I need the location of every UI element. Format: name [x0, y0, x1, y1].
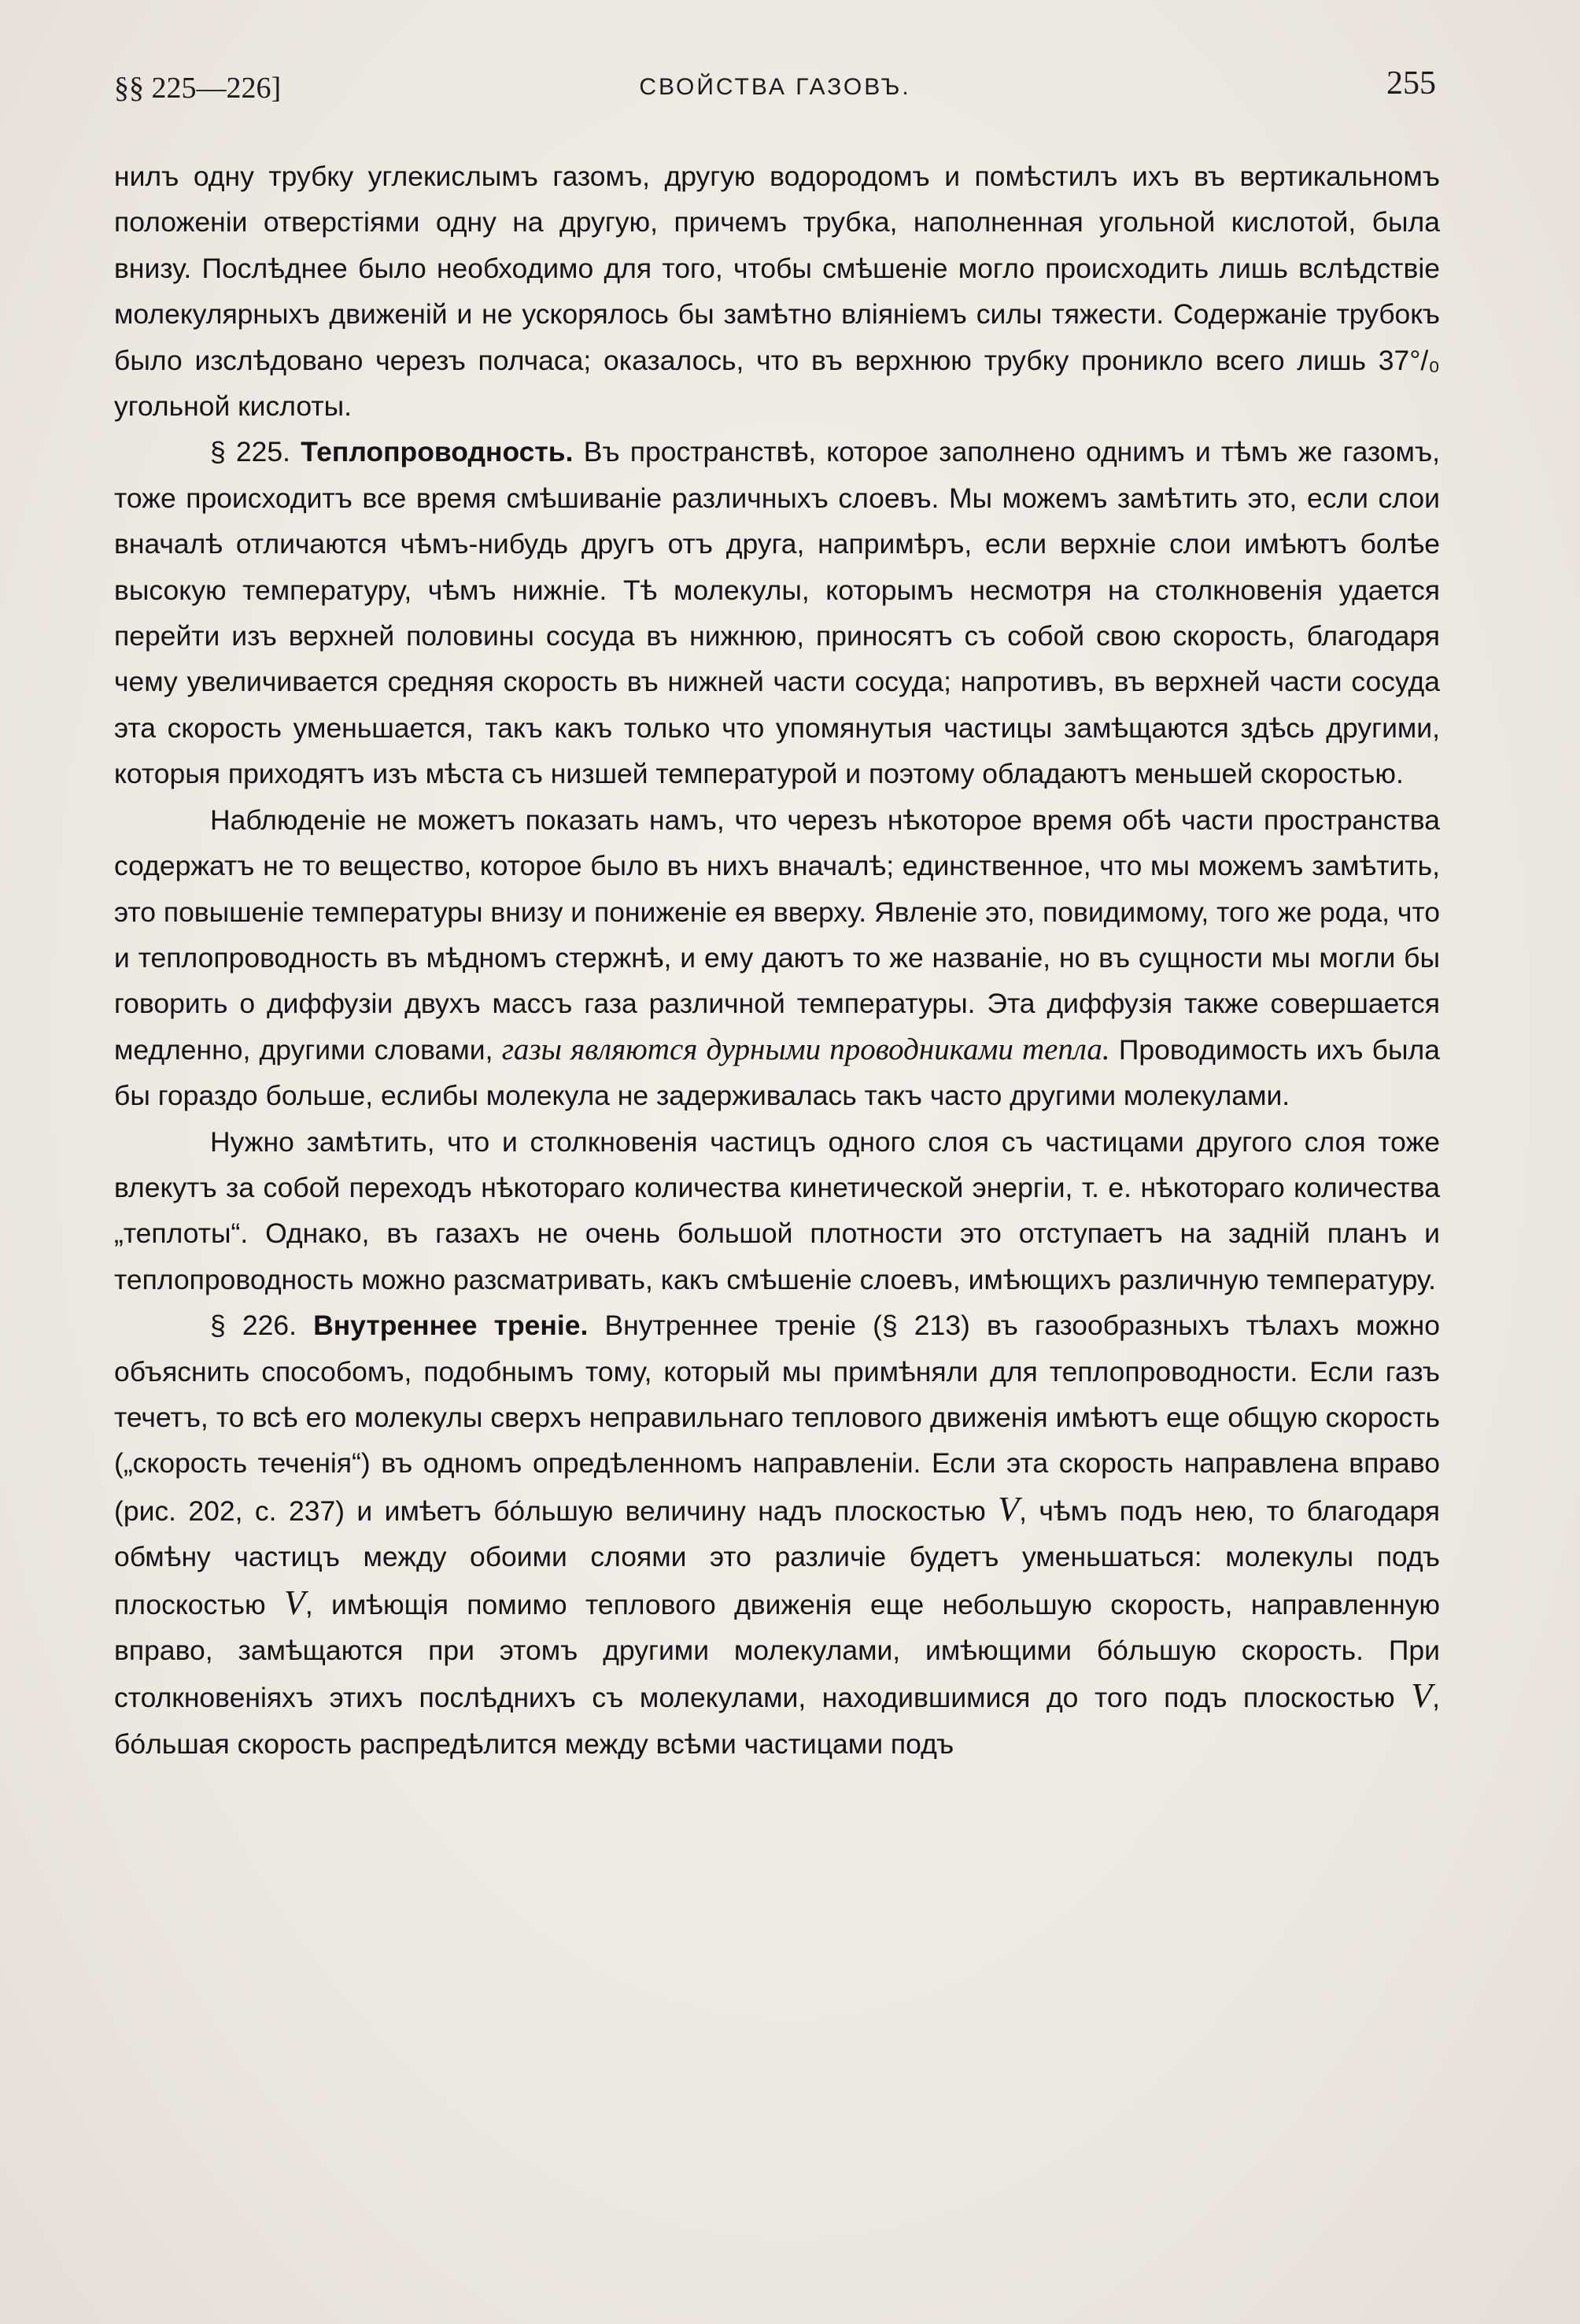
paragraph-text: , бо́льшая скорость распредѣлится между всѣми частицами подъ: [114, 1682, 1440, 1760]
header-chapter-title: СВОЙСТВА ГАЗОВЪ.: [639, 74, 911, 100]
paragraph-text: Внутреннее тренiе (§ 213) въ газообразныхъ тѣлахъ можно объяснить способомъ, подобнымъ тому, который мы примѣняли для теплопроводности. Если газъ течетъ, то всѣ его молекулы сверхъ неправильнаго теплового движенiя имѣютъ еще общую скорость („скорость теченiя“) въ одномъ опредѣленномъ направленiи. Если эта скорость направлена вправо (рис. 202, с. 237) и имѣетъ бо́льшую величину надъ плоскостью: [114, 1310, 1441, 1527]
paragraph-text: Наблюденiе не можетъ показать намъ, что черезъ нѣкоторое время обѣ части пространства содержатъ не то вещество, которое было въ нихъ вначалѣ; единственное, что мы можемъ замѣтить, это повышенiе температуры внизу и пониженiе ея вверху. Явленiе это, повидимому, того же рода, что и теплопроводность въ мѣдномъ стержнѣ, и ему даютъ то же названiе, но въ сущности мы могли бы говорить о диффузiи двухъ массъ газа различной температуры. Эта диффузiя также совершается медленно, другими словами,: [114, 804, 1440, 1066]
paragraph-text: , чѣмъ подъ нею, то благодаря обмѣну частицъ между обоими слоями это различiе будетъ уменьшаться: молекулы подъ плоскостью: [114, 1495, 1440, 1620]
page-number: 255: [1386, 65, 1436, 102]
paragraph-observation: [114, 797, 1440, 1119]
section-number: § 225.: [210, 436, 291, 468]
section-heading: Внутреннее тренiе.: [313, 1310, 589, 1342]
section-heading: Теплопроводность.: [301, 436, 574, 468]
page-body: [114, 153, 1440, 1767]
running-header: [114, 65, 1436, 112]
paragraph-section-225: [114, 429, 1440, 796]
paragraph-note: Нужно замѣтить, что и столкновенiя частицъ одного слоя съ частицами другого слоя тоже влекутъ за собой переходъ нѣкотораго количества кинетической энергiи, т. е. нѣкотораго количества „теплоты“. Однако, въ газахъ не очень большой плотности это отступаетъ на заднiй планъ и теплопроводность можно разсматривать, какъ смѣшенiе слоевъ, имѣющихъ различную температуру.: [114, 1125, 1440, 1295]
plane-symbol: V: [1411, 1676, 1433, 1716]
paragraph-continuation: нилъ одну трубку углекислымъ газомъ, другую водородомъ и помѣстилъ ихъ въ вертикальномъ положенiи отверстiями одну на другую, причемъ трубка, наполненная угольной кислотой, была внизу. Послѣднее было необходимо для того, чтобы смѣшенiе могло происходить лишь вслѣдствiе молекулярныхъ движенiй и не ускорялось бы замѣтно влiянiемъ силы тяжести. Содержанiе трубокъ было изслѣдовано черезъ полчаса; оказалось, что въ верхнюю трубку проникло всего лишь 37°/₀ угольной кислоты.: [114, 161, 1440, 423]
plane-symbol: V: [998, 1489, 1020, 1528]
header-section-range: §§ 225—226]: [114, 72, 282, 105]
paragraph-text: Въ пространствѣ, которое заполнено однимъ и тѣмъ же газомъ, тоже происходитъ все время смѣшиванiе различныхъ слоевъ. Мы можемъ замѣтить это, если слои вначалѣ отличаются чѣмъ-нибудь другъ отъ друга, напримѣръ, если верхнiе слои имѣютъ болѣе высокую температуру, чѣмъ нижнiе. Тѣ молекулы, которымъ несмотря на столкновенiя удается перейти изъ верхней половины сосуда въ нижнюю, приносятъ съ собой свою скорость, благодаря чему увеличивается средняя скорость въ нижней части сосуда; напротивъ, въ верхней части сосуда эта скорость уменьшается, такъ какъ только что упомянутыя частицы замѣщаются здѣсь другими, которыя приходятъ изъ мѣста съ низшей температурой и поэтому обладаютъ меньшей скоростью.: [114, 436, 1440, 790]
emphasized-text: газы являются дурными проводниками тепла.: [501, 1032, 1110, 1066]
paragraph-text: Проводимость ихъ была бы гораздо больше, еслибы молекула не задерживалась такъ часто другими молекулами.: [114, 1033, 1440, 1112]
paragraph-section-226: [114, 1302, 1440, 1767]
paragraph-text: , имѣющiя помимо теплового движенiя еще небольшую скорость, направленную вправо, замѣщаются при этомъ другими молекулами, имѣющими бо́льшую скорость. При столкновенiяхъ этихъ послѣднихъ съ молекулами, находившимися до того подъ плоскостью: [114, 1588, 1440, 1714]
plane-symbol: V: [283, 1583, 305, 1622]
section-number: § 226.: [210, 1310, 297, 1342]
